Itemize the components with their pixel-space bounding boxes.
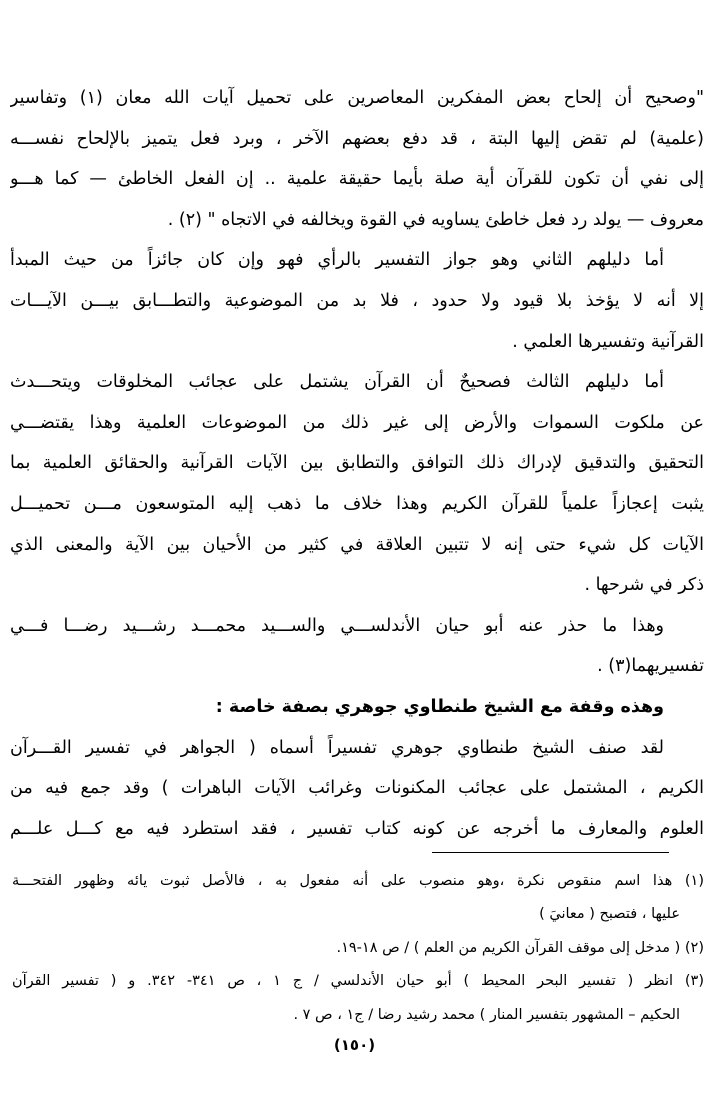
page-number: (١٥٠) bbox=[333, 1036, 376, 1054]
text-line: معروف — يولد رد فعل خاطئ يساويه في القوة ويخالفه في الاتجاه " (٢) . bbox=[167, 209, 704, 230]
footnote-line: (٢) ( مدخل إلى موقف القرآن الكريم من العلم ) / ص ١٨-١٩. bbox=[336, 939, 704, 956]
footnote-line: الحكيم – المشهور بتفسير المنار ) محمد رشيد رضا / ج١ ، ص ٧ . bbox=[293, 1006, 680, 1023]
section-heading: وهذه وقفة مع الشيخ طنطاوي جوهري بصفة خاصة : bbox=[215, 696, 664, 717]
main-text bbox=[10, 78, 704, 849]
text-line: (علمية) لم تقض إليها البتة ، قد دفع بعضهم الآخر ، وبرد فعل يتميز بالإلحاح نفســـه bbox=[10, 128, 704, 149]
text-line: الكريم ، المشتمل على عجائب المكنونات وغرائب الآيات الباهرات ) وقد جمع فيه من bbox=[10, 778, 704, 799]
footnote-separator bbox=[432, 852, 669, 853]
text-line: عن ملكوت السموات والأرض إلى غير ذلك من الموضوعات العلمية وهذا يقتضـــي bbox=[10, 412, 704, 433]
footnote-line: (٣) انظر ( تفسير البحر المحيط ) أبو حيان الأندلسي / ج ١ ، ص ٣٤١- ٣٤٢. و ( تفسير القرآن bbox=[12, 973, 704, 990]
text-line: ذكر في شرحها . bbox=[584, 575, 704, 596]
footnote-line: عليها ، فتصبح ( معانيَ ) bbox=[539, 906, 680, 923]
text-line: التحقيق والتدقيق لإدراك ذلك التوافق والتطابق بين الآيات القرآنية والحقائق العلمية بما bbox=[10, 453, 704, 474]
text-line: تفسيريهما(٣) . bbox=[597, 656, 704, 677]
text-line: القرآنية وتفسيرها العلمي . bbox=[512, 331, 704, 352]
text-line: أما دليلهم الثالث فصحيحٌ أن القرآن يشتمل على عجائب المخلوقات ويتحـــدث bbox=[10, 372, 664, 393]
footnote-line: (١) هذا اسم منقوص نكرة ،وهو منصوب على أنه مفعول به ، فالأصل ثبوت يائه وظهور الفتحـــة bbox=[12, 873, 704, 889]
text-line: لقد صنف الشيخ طنطاوي جوهري تفسيراً أسماه ( الجواهر في تفسير القـــرآن bbox=[10, 737, 664, 758]
text-line: "وصحيح أن إلحاح بعض المفكرين المعاصرين على تحميل آيات الله معان (١) وتفاسير bbox=[10, 88, 704, 108]
text-line: يثبت إعجازاً علمياً للقرآن الكريم وهذا خلاف ما ذهب إليه المتوسعون مـــن تحميـــل bbox=[10, 493, 704, 514]
text-line: إلا أنه لا يؤخذ بلا قيود ولا حدود ، فلا بد من الموضوعية والتطـــابق بيـــن الآيـــات bbox=[10, 290, 704, 311]
text-line: وهذا ما حذر عنه أبو حيان الأندلســـي والســـيد محمـــد رشـــيد رضـــا فـــي bbox=[10, 615, 664, 636]
footnotes bbox=[12, 865, 704, 1032]
text-line: إلى نفي أن تكون للقرآن أية صلة بأيما حقيقة علمية .. إن الفعل الخاطئ — كما هـــو bbox=[10, 169, 704, 190]
text-line: الآيات كل شيء حتى إنه لا تتبين العلاقة في كثير من الأحيان بين الآية والمعنى الذي bbox=[10, 534, 704, 555]
text-line: أما دليلهم الثاني وهو جواز التفسير بالرأي فهو وإن كان جائزاً من حيث المبدأ bbox=[10, 250, 664, 271]
text-line: العلوم والمعارف ما أخرجه عن كونه كتاب تفسير ، فقد استطرد فيه مع كـــل علـــم bbox=[10, 818, 704, 839]
